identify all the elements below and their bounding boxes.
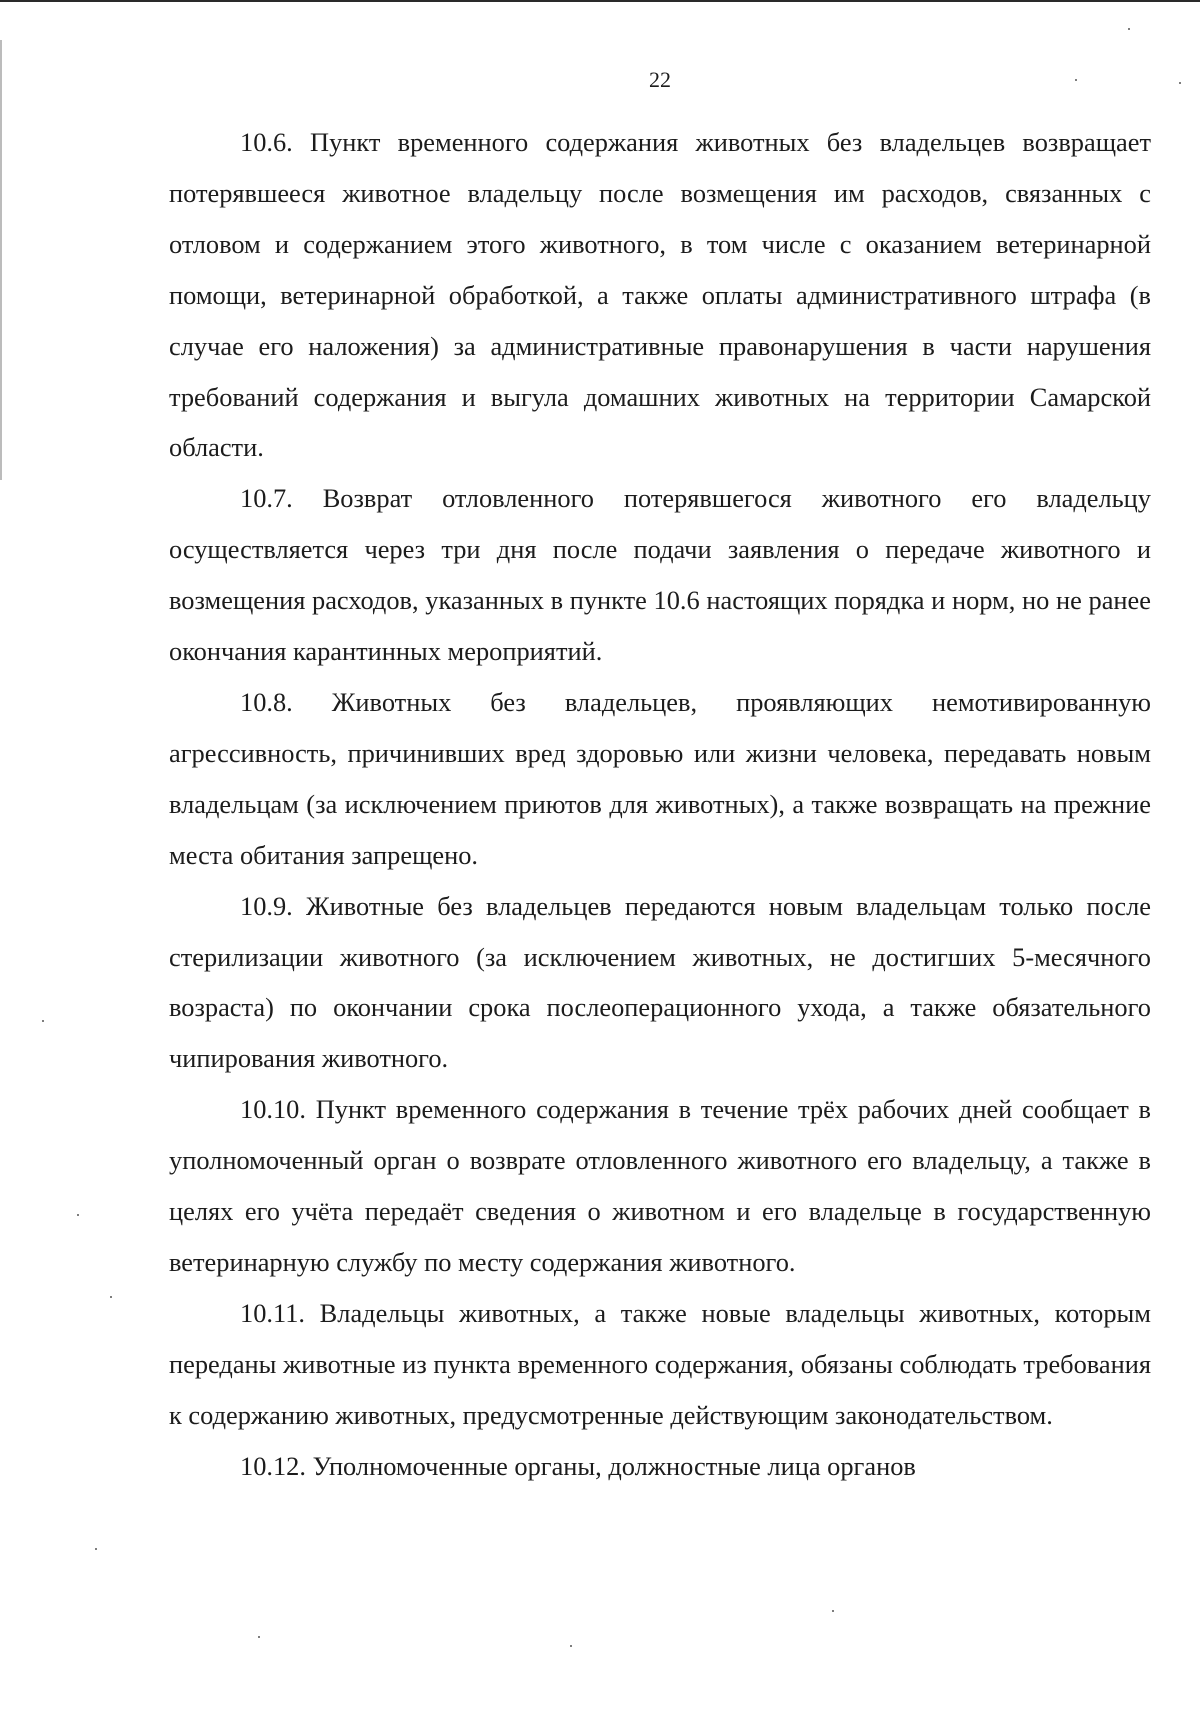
text-line: владельцу, а также в целях его учёта передаёт сведения о животном и его [169,1145,1151,1227]
paragraph [169,881,1151,1085]
document-body [169,117,1151,1491]
text-line: 10.9. Животные без владельцев передаются новым владельцам только [240,890,1074,921]
paragraph [169,1084,1151,1288]
text-line: которым переданы животные из пункта временного содержания, обязаны [169,1297,1151,1379]
text-line: отловом и содержанием этого животного, в том числе с оказанием [169,228,982,259]
scan-speck [110,1296,112,1298]
text-line: правонарушения в части нарушения требований содержания и выгула [169,330,1151,412]
text-line: владельце в государственную ветеринарную службу по месту содержания [169,1196,1151,1277]
paragraph [169,473,1151,677]
page-top-edge [0,0,1200,2]
scan-speck [570,1645,572,1647]
scan-speck [77,1214,79,1216]
paragraph [169,677,1151,881]
paragraph [169,1441,1151,1492]
scan-speck [258,1636,260,1638]
text-line: административного штрафа (в случае его наложения) за административные [169,279,1151,361]
text-line: после стерилизации животного (за исключением животных, не достигших [169,890,1151,972]
text-line: потерявшееся животное владельцу после возмещения им расходов, связанных с [169,177,1151,208]
text-line: 10.8. Животных без владельцев, проявляющих немотивированную [240,686,1151,717]
text-line: домашних животных на территории Самарской области. [169,381,1152,463]
text-line: 5-месячного возраста) по окончании срока послеоперационного ухода, а также [169,941,1151,1023]
text-line: соблюдать требования к содержанию животных, предусмотренные [169,1348,1151,1430]
text-line: возвращать на прежние места обитания запрещено. [169,788,1151,870]
text-line: 10.11. Владельцы животных, а также новые владельцы животных, [240,1297,1040,1328]
scan-speck [42,1020,44,1022]
paragraph [169,1288,1151,1441]
scan-left-edge [0,40,2,480]
text-line: действующим законодательством. [670,1399,1053,1430]
scan-speck [1075,79,1077,81]
text-line: возмещения расходов, указанных в пункте 10.6 настоящих порядка и норм, но [169,585,1050,616]
text-line: обязательного чипирования животного. [169,992,1151,1074]
scan-speck [832,1610,834,1612]
text-line: 10.6. Пункт временного содержания животных без владельцев возвращает [240,127,1151,157]
text-line: животного. [669,1246,796,1277]
text-line: ветеринарной помощи, ветеринарной обработкой, а также оплаты [169,228,1151,310]
text-line: 10.7. Возврат отловленного потерявшегося животного его владельцу [240,483,1151,514]
text-line: сообщает в уполномоченный орган о возврате отловленного животного его [169,1094,1151,1176]
text-line: 10.12. Уполномоченные органы, должностные лица органов [240,1450,916,1481]
scan-speck [1128,28,1130,30]
text-line: осуществляется через три дня после подачи заявления о передаче животного и [169,534,1151,565]
scan-speck [1179,82,1181,84]
text-line: новым владельцам (за исключением приютов для животных), а также [169,737,1151,819]
text-line: 10.10. Пункт временного содержания в течение трёх рабочих дней [240,1094,1013,1125]
scan-speck [95,1548,97,1550]
paragraph [169,117,1151,473]
text-line: не ранее окончания карантинных мероприятий. [169,585,1151,667]
page-number: 22 [649,67,671,92]
text-line: агрессивность, причинивших вред здоровью или жизни человека, передавать [169,737,1067,768]
